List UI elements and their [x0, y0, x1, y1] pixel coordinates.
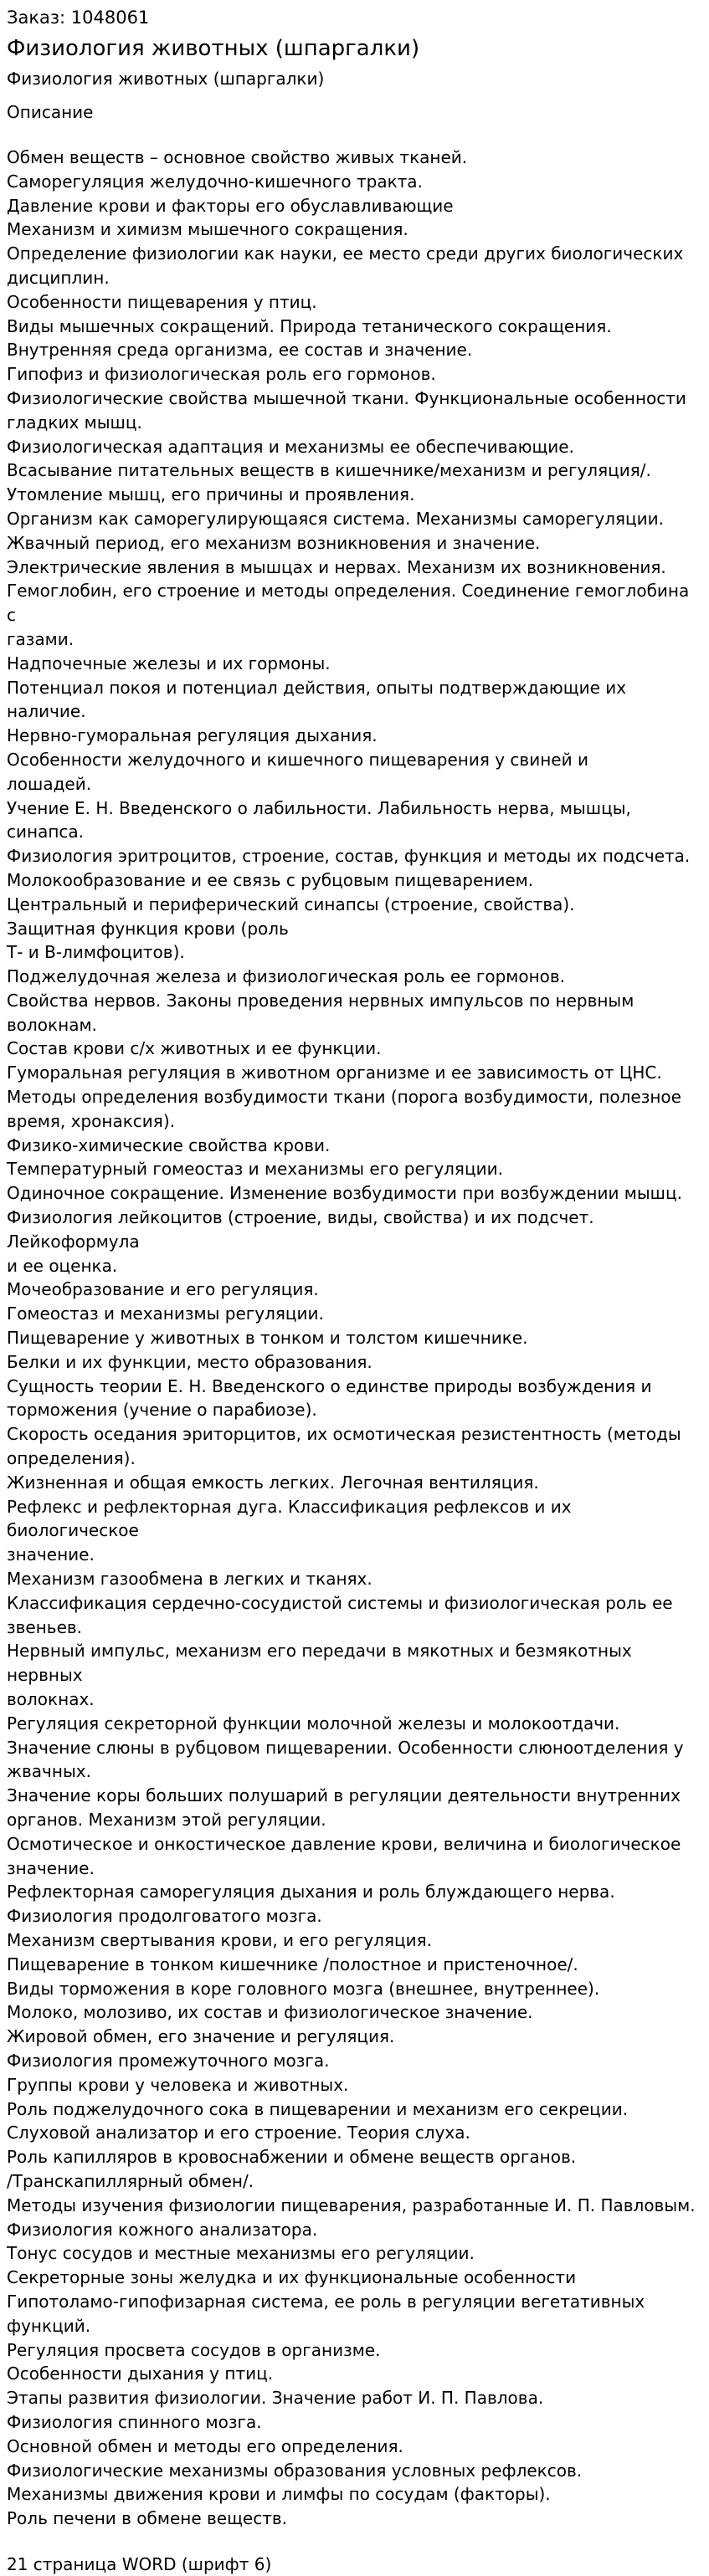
topic-item: Нервно-гуморальная регуляция дыхания. — [7, 725, 378, 746]
topic-item: Тонус сосудов и местные механизмы его регуляции. — [7, 2243, 475, 2264]
topic-item: Обмен веществ – основное свойство живых тканей. — [7, 147, 468, 167]
topic-item: Внутренняя среда организма, ее состав и значение. — [7, 340, 473, 361]
page-subtitle: Физиология животных (шпаргалки) — [7, 69, 325, 89]
topic-item: Организм как саморегулирующаяся система. Механизмы саморегуляции. — [7, 508, 665, 529]
topic-item: Состав крови с/х животных и ее функции. — [7, 1038, 382, 1059]
topic-item: Механизм и химизм мышечного сокращения. — [7, 219, 408, 240]
topic-item: Слуховой анализатор и его строение. Теория слуха. — [7, 2123, 470, 2143]
topic-item: Регуляция секреторной функции молочной железы и молокоотдачи. — [7, 1713, 620, 1734]
topic-item: Мочеобразование и его регуляция. — [7, 1279, 319, 1300]
topic-item: Центральный и периферический синапсы (строение, свойства). — [7, 894, 575, 914]
topic-item: Методы изучения физиологии пищеварения, разработанные И. П. Павловым. — [7, 2194, 696, 2215]
topic-item: Жировой обмен, его значение и регуляция. — [7, 2026, 395, 2047]
topic-item: Механизм свертывания крови, и его регуляция. — [7, 1929, 432, 1950]
topic-item: Физиологическая адаптация и механизмы ее обеспечивающие. — [7, 436, 574, 457]
topic-item: Гомеостаз и механизмы регуляции. — [7, 1303, 324, 1324]
topic-item: Гипотоламо-гипофизарная система, ее роль в регуляции вегетативных функций. — [7, 2291, 645, 2336]
topic-item: Физиологические свойства мышечной ткани. Функциональные особенности гладких мышц. — [7, 387, 686, 433]
topic-item: Особенности желудочного и кишечного пищеварения у свиней и лошадей. — [7, 749, 588, 794]
page-title: Физиология животных (шпаргалки) — [7, 36, 420, 61]
topic-item: Молокообразование и ее связь с рубцовым пищеварением. — [7, 869, 534, 890]
topic-item: Температурный гомеостаз и механизмы его регуляции. — [7, 1159, 503, 1180]
topic-item: Осмотическое и онкостическое давление крови, величина и биологическое значение. — [7, 1833, 681, 1878]
topic-item: Особенности пищеварения у птиц. — [7, 291, 317, 312]
topic-item: Роль печени в обмене веществ. — [7, 2508, 288, 2529]
topic-item: Физиология промежуточного мозга. — [7, 2050, 330, 2071]
topic-item: Учение Е. Н. Введенского о лабильности. Лабильность нерва, мышцы, синапса. — [7, 797, 631, 842]
topic-item: Гипофиз и физиологическая роль его гормонов. — [7, 364, 436, 385]
page-count-note: 21 страница WORD (шрифт 6) — [7, 2553, 272, 2574]
topic-item: Свойства нервов. Законы проведения нервных импульсов по нервным волокнам. — [7, 990, 635, 1035]
topic-item: Одиночное сокращение. Изменение возбудимости при возбуждении мышц. — [7, 1183, 682, 1204]
topic-item: Защитная функция крови (роль Т- и В-лимфоцитов). — [7, 918, 289, 963]
topic-item: Гемоглобин, его строение и методы определения. Соединение гемоглобина с газами. — [7, 581, 690, 649]
topic-item: Физиология кожного анализатора. — [7, 2219, 318, 2240]
topic-item: Надпочечные железы и их гормоны. — [7, 653, 331, 673]
topic-item: Физико-химические свойства крови. — [7, 1134, 331, 1155]
topic-item: Группы крови у человека и животных. — [7, 2074, 349, 2095]
topic-item: Физиологические механизмы образования условных рефлексов. — [7, 2460, 583, 2481]
topic-item: Физиология эритроцитов, строение, состав, функция и методы их подсчета. — [7, 846, 691, 867]
topic-item: Нервный импульс, механизм его передачи в мякотных и безмякотных нервных волокнах. — [7, 1641, 632, 1709]
topic-item: Жвачный период, его механизм возникновения и значение. — [7, 532, 541, 553]
topic-item: Секреторные зоны желудка и их функциональные особенности — [7, 2267, 577, 2288]
topic-item: Методы определения возбудимости ткани (порога возбудимости, полезное время, хронаксия). — [7, 1087, 681, 1131]
topic-item: Электрические явления в мышцах и нервах. Механизм их возникновения. — [7, 556, 666, 577]
topic-item: Поджелудочная железа и физиологическая роль ее гормонов. — [7, 966, 566, 987]
topic-list — [7, 146, 702, 2531]
topic-item: Основной обмен и методы его определения. — [7, 2435, 403, 2456]
topic-item: Роль поджелудочного сока в пищеварении и механизм его секреции. — [7, 2098, 629, 2119]
topic-item: Регуляция просвета сосудов в организме. — [7, 2339, 381, 2360]
topic-item: Молоко, молозиво, их состав и физиологическое значение. — [7, 2002, 533, 2023]
topic-item: Пищеварение у животных в тонком и толстом кишечнике. — [7, 1328, 528, 1349]
topic-item: Механизмы движения крови и лимфы по сосудам (факторы). — [7, 2484, 551, 2505]
topic-item: Утомление мышц, его причины и проявления. — [7, 484, 415, 505]
topic-item: Всасывание питательных веществ в кишечнике/механизм и регуляция/. — [7, 460, 651, 481]
topic-item: Давление крови и факторы его обуславливающие — [7, 195, 454, 216]
topic-item: Механизм газообмена в легких и тканях. — [7, 1569, 372, 1590]
topic-item: Физиология лейкоцитов (строение, виды, свойства) и их подсчет. Лейкоформула и ее оценка. — [7, 1207, 594, 1276]
section-label-description: Описание — [7, 102, 94, 122]
topic-item: Особенности дыхания у птиц. — [7, 2363, 274, 2384]
topic-item: Саморегуляция желудочно-кишечного тракта. — [7, 171, 423, 192]
topic-item: Гуморальная регуляция в животном организме и ее зависимость от ЦНС. — [7, 1063, 662, 1083]
topic-item: Потенциал покоя и потенциал действия, опыты подтверждающие их наличие. — [7, 677, 627, 722]
topic-item: Белки и их функции, место образования. — [7, 1351, 372, 1372]
topic-item: Виды торможения в коре головного мозга (внешнее, внутреннее). — [7, 1978, 600, 1999]
topic-item: Этапы развития физиологии. Значение работ И. П. Павлова. — [7, 2388, 544, 2409]
topic-item: Рефлекс и рефлекторная дуга. Классификация рефлексов и их биологическое значение. — [7, 1496, 572, 1565]
order-number: Заказ: 1048061 — [7, 8, 150, 28]
topic-item: Роль капилляров в кровоснабжении и обмене веществ органов. /Транскапиллярный обмен/. — [7, 2147, 577, 2191]
topic-item: Физиология спинного мозга. — [7, 2411, 262, 2432]
topic-item: Пищеварение в тонком кишечнике /полостное и пристеночное/. — [7, 1954, 578, 1974]
topic-item: Скорость оседания эриторцитов, их осмотическая резистентность (методы определения). — [7, 1424, 681, 1469]
topic-item: Определение физиологии как науки, ее место среди других биологических дисциплин. — [7, 243, 684, 288]
topic-item: Рефлекторная саморегуляция дыхания и роль блуждающего нерва. — [7, 1882, 615, 1903]
topic-item: Жизненная и общая емкость легких. Легочная вентиляция. — [7, 1472, 539, 1493]
topic-item: Сущность теории Е. Н. Введенского о единстве природы возбуждения и торможения (учение о парабиозе). — [7, 1375, 652, 1421]
topic-item: Физиология продолговатого мозга. — [7, 1906, 322, 1927]
topic-item: Виды мышечных сокращений. Природа тетанического сокращения. — [7, 315, 612, 336]
topic-item: Значение слюны в рубцовом пищеварении. Особенности слюноотделения у жвачных. — [7, 1737, 684, 1782]
topic-item: Классификация сердечно-сосудистой системы и физиологическая роль ее звеньев. — [7, 1592, 673, 1637]
topic-item: Значение коры больших полушарий в регуляции деятельности внутренних органов. Механизм этой регуляции. — [7, 1785, 681, 1830]
